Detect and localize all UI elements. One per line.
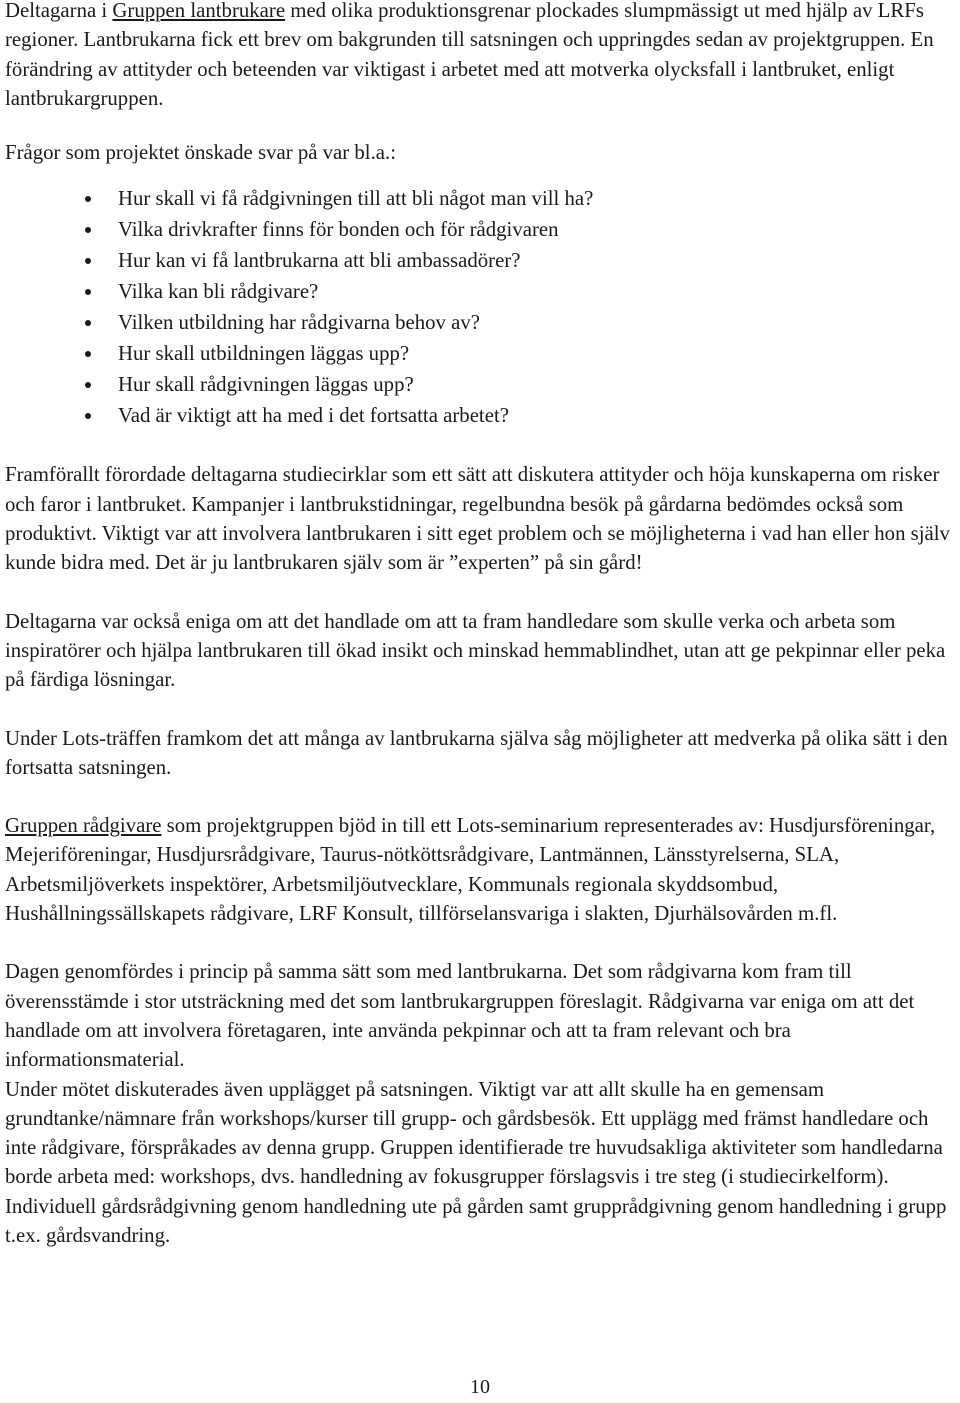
- bullet-icon: [85, 351, 91, 357]
- bullet-icon: [85, 382, 91, 388]
- link-gruppen-lantbrukare: Gruppen lantbrukare: [112, 0, 286, 22]
- paragraph-day-summary: Dagen genomfördes i princip på samma sätt som med lantbrukarna. Det som rådgivarna kom fram till överensstämde i stor utsträckning med det som lantbrukargruppen föreslagit. Rådgivarna var eniga om att det handlade om att involvera företagaren, inte använda pekpinnar och att ta fram relevant och bra informationsmaterial.: [5, 960, 915, 1072]
- list-item: Hur skall utbildningen läggas upp?: [5, 338, 957, 369]
- questions-intro: Frågor som projektet önskade svar på var bl.a.:: [5, 141, 396, 165]
- list-item: Vilka drivkrafter finns för bonden och för rådgivaren: [5, 214, 957, 245]
- paragraph-participants: [5, 0, 957, 113]
- link-gruppen-radgivare: Gruppen rådgivare: [5, 814, 162, 838]
- bullet-icon: [85, 413, 91, 419]
- bullet-icon: [85, 320, 91, 326]
- paragraph-lots-meeting: Under Lots-träffen framkom det att många av lantbrukarna själva såg möjligheter att medverka på olika sätt i den fortsatta satsningen.: [5, 726, 948, 779]
- bullet-icon: [85, 227, 91, 233]
- list-item: Vilken utbildning har rådgivarna behov av?: [5, 307, 957, 338]
- paragraph-facilitators: Deltagarna var också eniga om att det handlade om att ta fram handledare som skulle verka och arbeta som inspiratörer och hjälpa lantbrukaren till ökad insikt och minskad hemmablindhet, utan att ge pekpinnar eller peka på färdiga lösningar.: [5, 609, 946, 692]
- list-item: Hur kan vi få lantbrukarna att bli ambassadörer?: [5, 245, 957, 276]
- list-item: Hur skall vi få rådgivningen till att bli något man vill ha?: [5, 183, 957, 214]
- paragraph-participants-lead: Deltagarna i: [5, 0, 113, 22]
- list-item: Hur skall rådgivningen läggas upp?: [5, 369, 957, 400]
- questions-list: [5, 183, 957, 431]
- page-number: 10: [470, 1376, 490, 1398]
- paragraph-study-circles: Framförallt förordade deltagarna studiecirklar som ett sätt att diskutera attityder och höja kunskaperna om risker och faror i lantbruket. Kampanjer i lantbrukstidningar, regelbundna besök på gårdarna bedömdes också som produktivt. Viktigt var att involvera lantbrukaren i sitt eget problem och se möjligheterna i vad han eller hon själv kunde bidra med. Det är ju lantbrukaren själv som är ”experten” på sin gård!: [5, 463, 950, 575]
- paragraph-advisors: [5, 811, 957, 928]
- paragraph-meeting-discussion: Under mötet diskuterades även upplägget på satsningen. Viktigt var att allt skulle ha en gemensam grundtanke/nämnare från workshops/kurser till grupp- och gårdsbesök. Ett upplägg med främst handledare och inte rådgivare, förspråkades av denna grupp. Gruppen identifierade tre huvudsakliga aktiviteter som handledarna borde arbeta med: workshops, dvs. handledning av fokusgrupper förslagsvis i tre steg (i studiecirkelform). Individuell gårdsrådgivning genom handledning ute på gården samt grupprådgivning genom handledning i grupp t.ex. gårdsvandring.: [5, 1077, 947, 1248]
- paragraph-participants-text: med olika produktionsgrenar plockades slumpmässigt ut med hjälp av LRFs regioner. Lantbrukarna fick ett brev om bakgrunden till satsningen och uppringdes sedan av projektgruppen. En förändring av attityder och beteenden var viktigast i arbetet med att motverka olycksfall i lantbruket, enligt lantbrukargruppen.: [5, 0, 934, 110]
- bullet-icon: [85, 196, 91, 202]
- list-item: Vad är viktigt att ha med i det fortsatta arbetet?: [5, 400, 957, 431]
- list-item: Vilka kan bli rådgivare?: [5, 276, 957, 307]
- document-page: [5, 0, 957, 1250]
- bullet-icon: [85, 258, 91, 264]
- paragraph-advisors-text: som projektgruppen bjöd in till ett Lots-seminarium representerades av: Husdjursföreningar, Mejeriföreningar, Husdjursrådgivare, Taurus-nötköttsrådgivare, Lantmännen, Länsstyrelserna, SLA, Arbetsmiljöverkets inspektörer, Arbetsmiljöutvecklare, Kommunals regionala skyddsombud, Hushållningssällskapets rådgivare, LRF Konsult, tillförselansvariga i slakten, Djurhälsovården m.fl.: [5, 814, 936, 926]
- bullet-icon: [85, 289, 91, 295]
